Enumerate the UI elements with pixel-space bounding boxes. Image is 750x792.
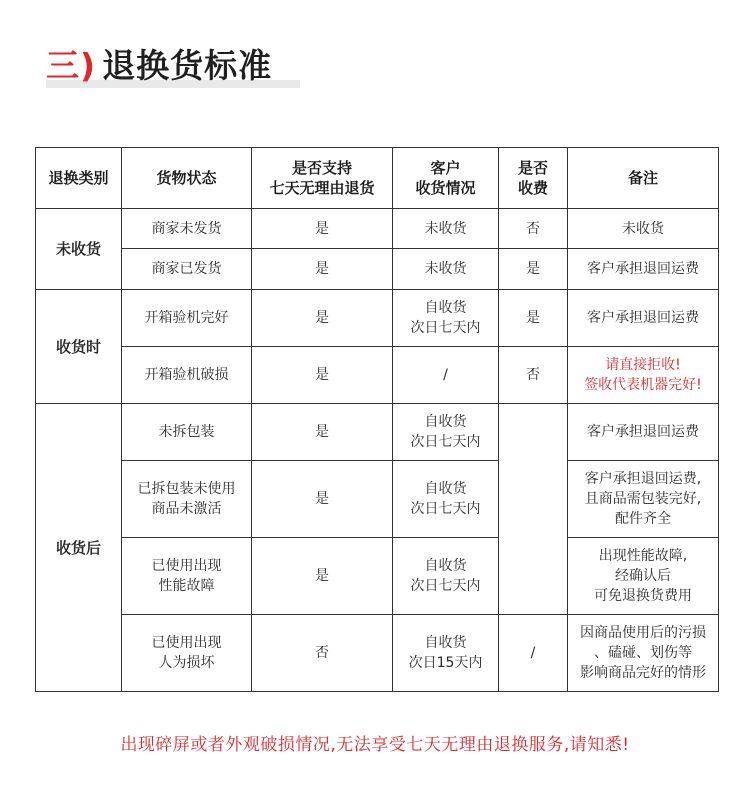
status-cell: 已使用出现 人为损坏 bbox=[122, 615, 252, 692]
support-cell: 是 bbox=[252, 538, 393, 615]
table-row bbox=[36, 615, 719, 692]
support-cell: 是 bbox=[252, 461, 393, 538]
section-title: 退换货标准 bbox=[102, 45, 273, 85]
table-row bbox=[36, 249, 719, 290]
support-cell: 是 bbox=[252, 249, 393, 290]
note-cell: 未收货 bbox=[568, 209, 719, 249]
fee-cell: 否 bbox=[499, 209, 568, 249]
note-cell: 客户承担退回运费 bbox=[568, 249, 719, 290]
header-category: 退换类别 bbox=[36, 148, 122, 209]
header-status: 货物状态 bbox=[122, 148, 252, 209]
status-cell: 开箱验机完好 bbox=[122, 290, 252, 347]
section-number: 三) bbox=[46, 45, 97, 85]
section-heading bbox=[46, 40, 272, 86]
footer-warning: 出现碎屏或者外观破损情况,无法享受七天无理由退换服务,请知悉! bbox=[120, 735, 630, 755]
header-support: 是否支持 七天无理由退货 bbox=[252, 148, 393, 209]
table-row bbox=[36, 209, 719, 249]
status-cell: 商家未发货 bbox=[122, 209, 252, 249]
return-policy-table bbox=[35, 147, 719, 692]
fee-cell: 否 bbox=[499, 347, 568, 404]
table-row bbox=[36, 404, 719, 461]
fee-cell: 是 bbox=[499, 249, 568, 290]
support-cell: 是 bbox=[252, 404, 393, 461]
status-cell: 已使用出现 性能故障 bbox=[122, 538, 252, 615]
support-cell: 是 bbox=[252, 347, 393, 404]
receipt-cell: 自收货 次日七天内 bbox=[393, 461, 499, 538]
note-cell-warning: 请直接拒收! 签收代表机器完好! bbox=[568, 347, 719, 404]
receipt-cell: 自收货 次日七天内 bbox=[393, 538, 499, 615]
header-receipt: 客户 收货情况 bbox=[393, 148, 499, 209]
fee-cell: / bbox=[499, 615, 568, 692]
category-cell: 收货时 bbox=[36, 290, 122, 404]
status-cell: 开箱验机破损 bbox=[122, 347, 252, 404]
category-cell: 未收货 bbox=[36, 209, 122, 290]
status-cell: 未拆包装 bbox=[122, 404, 252, 461]
note-cell: 客户承担退回运费 bbox=[568, 290, 719, 347]
header-fee: 是否 收费 bbox=[499, 148, 568, 209]
receipt-cell: 未收货 bbox=[393, 209, 499, 249]
header-note: 备注 bbox=[568, 148, 719, 209]
status-cell: 已拆包装未使用 商品未激活 bbox=[122, 461, 252, 538]
table-header-row bbox=[36, 148, 719, 209]
note-cell: 客户承担退回运费, 且商品需包装完好, 配件齐全 bbox=[568, 461, 719, 538]
table-row bbox=[36, 290, 719, 347]
receipt-cell: 自收货 次日七天内 bbox=[393, 404, 499, 461]
table-row bbox=[36, 461, 719, 538]
note-cell: 出现性能故障, 经确认后 可免退换货费用 bbox=[568, 538, 719, 615]
status-cell: 商家已发货 bbox=[122, 249, 252, 290]
support-cell: 是 bbox=[252, 209, 393, 249]
fee-cell: 是 bbox=[499, 290, 568, 347]
support-cell: 否 bbox=[252, 615, 393, 692]
receipt-cell: 自收货 次日15天内 bbox=[393, 615, 499, 692]
note-cell: 客户承担退回运费 bbox=[568, 404, 719, 461]
category-cell: 收货后 bbox=[36, 404, 122, 692]
receipt-cell: / bbox=[393, 347, 499, 404]
note-cell: 因商品使用后的污损 、磕碰、划伤等 影响商品完好的情形 bbox=[568, 615, 719, 692]
receipt-cell: 自收货 次日七天内 bbox=[393, 290, 499, 347]
support-cell: 是 bbox=[252, 290, 393, 347]
fee-cell bbox=[499, 404, 568, 615]
table-row bbox=[36, 538, 719, 615]
receipt-cell: 未收货 bbox=[393, 249, 499, 290]
table-row bbox=[36, 347, 719, 404]
